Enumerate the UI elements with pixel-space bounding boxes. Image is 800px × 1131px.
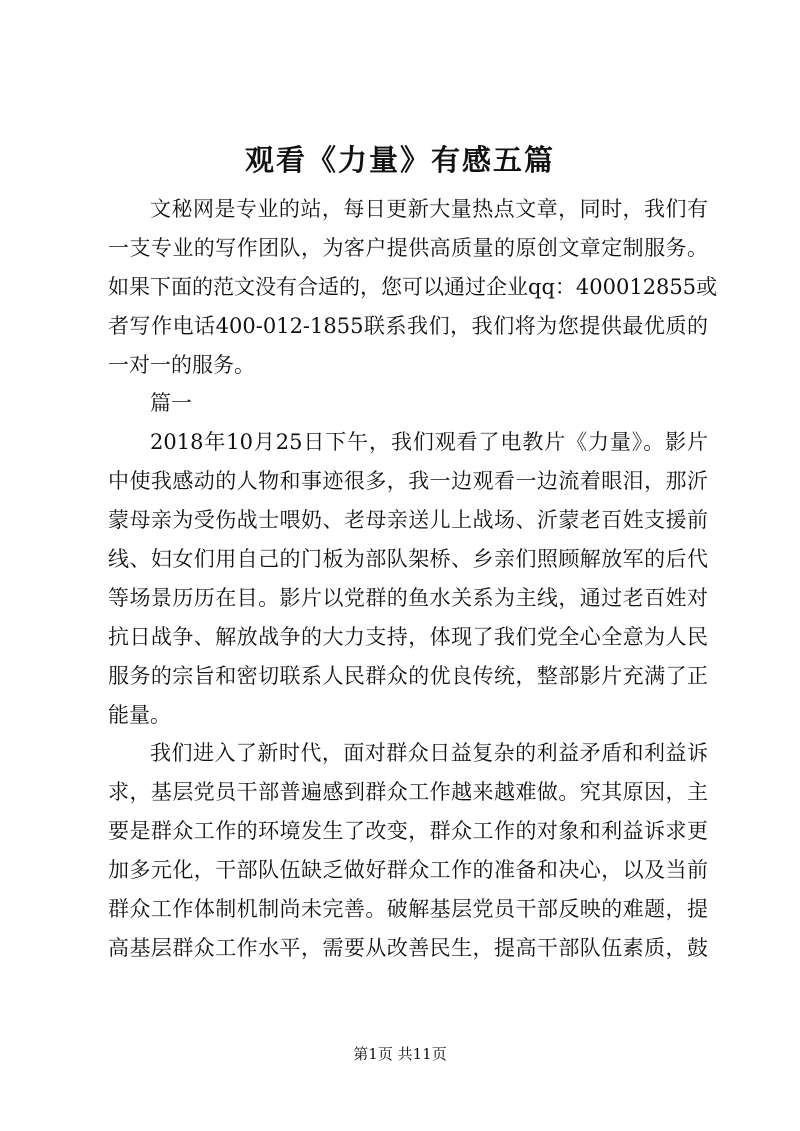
text-line: 蒙母亲为受伤战士喂奶、老母亲送儿上战场、沂蒙老百姓支援前	[108, 508, 708, 533]
text-line: 能量。	[108, 702, 171, 727]
text-line: 篇一	[150, 391, 192, 416]
document-title: 观看《力量》有感五篇	[244, 143, 555, 177]
text-line: 如果下面的范文没有合适的，您可以通过企业qq：400012855或	[108, 274, 718, 299]
text-line: 文秘网是专业的站，每日更新大量热点文章，同时，我们有	[150, 197, 708, 221]
text-line: 等场景历历在目。影片以党群的鱼水关系为主线，通过老百姓对	[108, 585, 708, 610]
text-line: 线、妇女们用自己的门板为部队架桥、乡亲们照顾解放军的后代	[108, 547, 708, 572]
document-body	[108, 190, 718, 968]
text-line: 一对一的服务。	[108, 352, 255, 377]
text-line: 中使我感动的人物和事迹很多，我一边观看一边流着眼泪，那沂	[108, 469, 708, 494]
text-line: 群众工作体制机制尚未完善。破解基层党员干部反映的难题，提	[108, 897, 708, 922]
text-line: 2018年10月25日下午，我们观看了电教片《力量》。影片	[150, 430, 708, 455]
paragraph	[108, 423, 708, 734]
page-footer: 第1页 共11页	[353, 1045, 447, 1063]
paragraph	[108, 734, 708, 967]
text-line: 加多元化，干部队伍缺乏做好群众工作的准备和决心，以及当前	[108, 858, 708, 883]
text-line: 者写作电话400-012-1855联系我们，我们将为您提供最优质的	[108, 313, 708, 338]
text-line: 一支专业的写作团队，为客户提供高质量的原创文章定制服务。	[108, 235, 708, 260]
text-line: 抗日战争、解放战争的大力支持，体现了我们党全心全意为人民	[108, 624, 708, 649]
text-line: 要是群众工作的环境发生了改变，群众工作的对象和利益诉求更	[108, 819, 708, 844]
paragraph	[108, 190, 718, 384]
text-line: 服务的宗旨和密切联系人民群众的优良传统，整部影片充满了正	[108, 663, 708, 688]
paragraph	[108, 384, 708, 423]
text-line: 求，基层党员干部普遍感到群众工作越来越难做。究其原因，主	[108, 780, 708, 805]
text-line: 高基层群众工作水平，需要从改善民生，提高干部队伍素质，鼓	[108, 935, 708, 960]
text-line: 我们进入了新时代，面对群众日益复杂的利益矛盾和利益诉	[150, 741, 708, 766]
